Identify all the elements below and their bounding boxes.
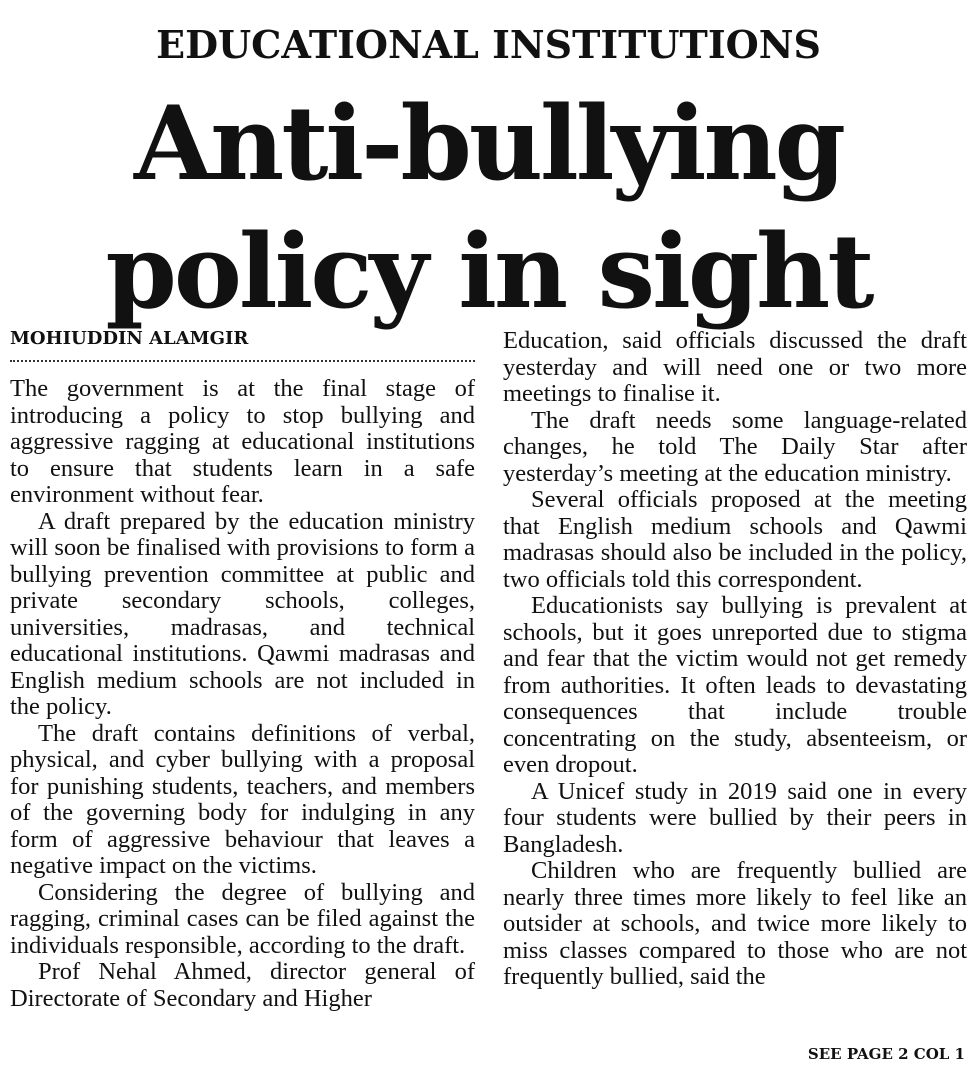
paragraph: A draft prepared by the education ministry will soon be finalised with provisions to form a bullying prevention committee at public and private secondary schools, colleges, universities, madrasas, and technical educational institutions. Qawmi madrasas and English medium schools are not included in the policy. <box>10 507 475 720</box>
paragraph: Prof Nehal Ahmed, director general of Directorate of Secondary and Higher <box>10 958 475 1012</box>
headline-line-2: policy in sight <box>105 212 872 332</box>
paragraph: The government is at the final stage of introducing a policy to stop bullying and aggressive ragging at educational institutions to ensure that students learn in a safe environment without fear. <box>10 375 475 508</box>
paragraph: Education, said officials discussed the draft yesterday and will need one or two more meetings to finalise it. <box>503 327 967 407</box>
headline <box>0 80 977 336</box>
paragraph: Children who are frequently bullied are nearly three times more likely to feel like an outsider at schools, and twice more likely to miss classes compared to those who are not frequently bullied, said the <box>503 857 967 990</box>
paragraph: Educationists say bullying is prevalent at schools, but it goes unreported due to stigma and fear that the victim would not get remedy from authorities. It often leads to devastating consequences that include trouble concentrating on the study, absenteeism, or even dropout. <box>503 592 967 778</box>
section-kicker: EDUCATIONAL INSTITUTIONS <box>156 22 821 67</box>
paragraph: The draft needs some language-related changes, he told The Daily Star after yesterday’s meeting at the education ministry. <box>503 406 967 487</box>
paragraph: Several officials proposed at the meeting that English medium schools and Qawmi madrasas should also be included in the policy, two officials told this correspondent. <box>503 486 967 593</box>
paragraph: The draft contains definitions of verbal, physical, and cyber bullying with a proposal for punishing students, teachers, and members of the governing body for indulging in any form of aggressive behaviour that leaves a negative impact on the victims. <box>10 719 475 879</box>
byline: MOHIUDDIN ALAMGIR <box>10 326 475 362</box>
article-column-left <box>10 326 475 1012</box>
paragraph: A Unicef study in 2019 said one in every four students were bullied by their peers in Bangladesh. <box>503 777 967 858</box>
paragraph: Considering the degree of bullying and ragging, criminal cases can be filed against the individuals responsible, according to the draft. <box>10 878 475 959</box>
headline-line-1: Anti-bullying <box>134 84 843 204</box>
jump-line: SEE PAGE 2 COL 1 <box>807 1045 965 1063</box>
article-column-right <box>503 328 967 991</box>
